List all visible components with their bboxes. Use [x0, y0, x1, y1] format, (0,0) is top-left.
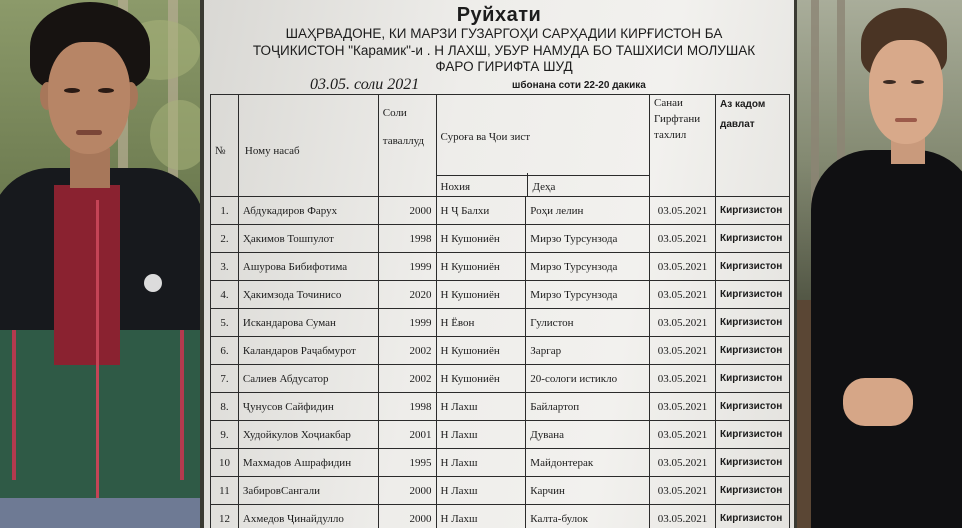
row-birth-year: 1995 [378, 449, 436, 477]
row-birth-year: 2000 [378, 477, 436, 505]
row-village: Дувана [526, 421, 650, 449]
row-number: 8. [211, 393, 239, 421]
row-district: Н Кушониён [436, 253, 526, 281]
document-title: Руйхати [456, 4, 542, 26]
right-photo-young-man [797, 0, 962, 528]
row-test-date: 03.05.2021 [650, 449, 716, 477]
row-name: Ҳакимзода Точинисо [238, 281, 378, 309]
row-district: Н Лахш [436, 421, 526, 449]
row-country: Киргизистон [715, 477, 789, 505]
row-village: Карчин [526, 477, 650, 505]
row-name: ЗабировСангали [238, 477, 378, 505]
eye [883, 80, 896, 84]
row-country: Киргизистон [715, 281, 789, 309]
mouth [895, 118, 917, 122]
table-row [211, 281, 790, 309]
eye [911, 80, 924, 84]
header-birth-year: Соли таваллуд [378, 95, 436, 197]
header-name: Ному насаб [238, 95, 378, 197]
table-row [211, 253, 790, 281]
row-test-date: 03.05.2021 [650, 337, 716, 365]
row-village: Роҳи лелин [526, 197, 650, 225]
jacket-stripe [180, 330, 184, 480]
header-district: Нохия [440, 181, 471, 193]
header-test-date: Санаи Гирфтани тахлил [650, 95, 716, 197]
header-country: Аз кадом давлат [715, 95, 789, 197]
row-district: Н Кушониён [436, 225, 526, 253]
header-address: Суроға ва Ҷои зист Нохия Деҳа [436, 95, 650, 197]
row-name: Абдукадиров Фарух [238, 197, 378, 225]
neck [70, 148, 110, 188]
row-birth-year: 1998 [378, 393, 436, 421]
row-number: 6. [211, 337, 239, 365]
row-name: Махмадов Ашрафидин [238, 449, 378, 477]
mouth [76, 130, 102, 135]
jeans [0, 498, 200, 528]
table-row [211, 477, 790, 505]
document-list [204, 0, 794, 528]
row-test-date: 03.05.2021 [650, 309, 716, 337]
document-date: 03.05. соли 2021 [310, 76, 420, 93]
table-row [211, 505, 790, 528]
row-name: Ҷунусов Сайфидин [238, 393, 378, 421]
row-village: Майдонтерак [526, 449, 650, 477]
row-test-date: 03.05.2021 [650, 253, 716, 281]
table-header-row [211, 95, 790, 197]
row-country: Киргизистон [715, 337, 789, 365]
row-country: Киргизистон [715, 505, 789, 528]
row-number: 11 [211, 477, 239, 505]
row-name: Ашурова Бибифотима [238, 253, 378, 281]
row-country: Киргизистон [715, 225, 789, 253]
document-heading-line: ФАРО ГИРИФТА ШУД [435, 59, 573, 74]
row-district: Н Лахш [436, 449, 526, 477]
row-number: 3. [211, 253, 239, 281]
row-number: 7. [211, 365, 239, 393]
row-country: Киргизистон [715, 365, 789, 393]
row-name: Ҳакимов Тошпулот [238, 225, 378, 253]
row-birth-year: 2020 [378, 281, 436, 309]
row-name: Худойкулов Хоҷиакбар [238, 421, 378, 449]
document-heading-line: ТОҶИКИСТОН "Карамик"-и . Н ЛАХШ, УБУР НАМУДА БО ТАШХИСИ МОЛУШАК [252, 43, 756, 58]
row-country: Киргизистон [715, 449, 789, 477]
face [869, 40, 943, 144]
row-test-date: 03.05.2021 [650, 477, 716, 505]
row-country: Киргизистон [715, 393, 789, 421]
row-number: 12 [211, 505, 239, 528]
black-sweater [811, 150, 962, 528]
row-number: 5. [211, 309, 239, 337]
row-number: 2. [211, 225, 239, 253]
people-table [210, 94, 790, 528]
row-country: Киргизистон [715, 309, 789, 337]
row-country: Киргизистон [715, 421, 789, 449]
row-number: 4. [211, 281, 239, 309]
row-village: Гулистон [526, 309, 650, 337]
row-district: Н Кушониён [436, 281, 526, 309]
row-village: 20-сологи истикло [526, 365, 650, 393]
row-district: Н Ҷ Балхи [436, 197, 526, 225]
row-name: Каландаров Раҷабмурот [238, 337, 378, 365]
row-test-date: 03.05.2021 [650, 393, 716, 421]
jacket-logo [144, 274, 162, 292]
row-test-date: 03.05.2021 [650, 365, 716, 393]
foliage [150, 100, 200, 170]
row-test-date: 03.05.2021 [650, 281, 716, 309]
row-village: Мирзо Турсунзода [526, 281, 650, 309]
row-district: Н Кушониён [436, 337, 526, 365]
row-name: Салиев Абдусатор [238, 365, 378, 393]
row-village: Мирзо Турсунзода [526, 253, 650, 281]
row-birth-year: 2000 [378, 197, 436, 225]
row-test-date: 03.05.2021 [650, 225, 716, 253]
left-photo-young-man [0, 0, 200, 528]
row-country: Киргизистон [715, 197, 789, 225]
row-district: Н Лахш [436, 505, 526, 528]
row-name: Искандарова Суман [238, 309, 378, 337]
row-number: 10 [211, 449, 239, 477]
row-number: 1. [211, 197, 239, 225]
row-birth-year: 2000 [378, 505, 436, 528]
row-test-date: 03.05.2021 [650, 197, 716, 225]
row-birth-year: 1999 [378, 253, 436, 281]
header-no: № [211, 95, 239, 197]
row-birth-year: 2001 [378, 421, 436, 449]
row-country: Киргизистон [715, 253, 789, 281]
table-row [211, 309, 790, 337]
table-row [211, 393, 790, 421]
row-district: Н Ёвон [436, 309, 526, 337]
row-birth-year: 1998 [378, 225, 436, 253]
row-birth-year: 2002 [378, 337, 436, 365]
eye [98, 88, 114, 93]
jacket-stripe [12, 330, 16, 480]
row-village: Мирзо Турсунзода [526, 225, 650, 253]
row-test-date: 03.05.2021 [650, 505, 716, 528]
red-shirt [54, 185, 120, 365]
eye [64, 88, 80, 93]
row-district: Н Кушониён [436, 365, 526, 393]
row-birth-year: 1999 [378, 309, 436, 337]
clasped-hands [843, 378, 913, 426]
row-village: Калта-булок [526, 505, 650, 528]
table-row [211, 449, 790, 477]
header-village: Деҳа [532, 181, 556, 193]
row-name: Ахмедов Ҷинайдулло [238, 505, 378, 528]
table-row [211, 197, 790, 225]
table-row [211, 225, 790, 253]
document-heading-line: ШАҲРВАДОНЕ, КИ МАРЗИ ГУЗАРГОҲИ САРҲАДИИ КИРҒИСТОН БА [285, 26, 723, 41]
table-row [211, 337, 790, 365]
row-district: Н Лахш [436, 477, 526, 505]
document-shift-time: шбонана соти 22-20 дакика [512, 80, 646, 91]
face [48, 42, 130, 154]
table-row [211, 365, 790, 393]
row-test-date: 03.05.2021 [650, 421, 716, 449]
table-row [211, 421, 790, 449]
row-district: Н Лахш [436, 393, 526, 421]
jacket-zipper [96, 200, 99, 528]
row-number: 9. [211, 421, 239, 449]
row-village: Заргар [526, 337, 650, 365]
row-birth-year: 2002 [378, 365, 436, 393]
row-village: Байлартоп [526, 393, 650, 421]
